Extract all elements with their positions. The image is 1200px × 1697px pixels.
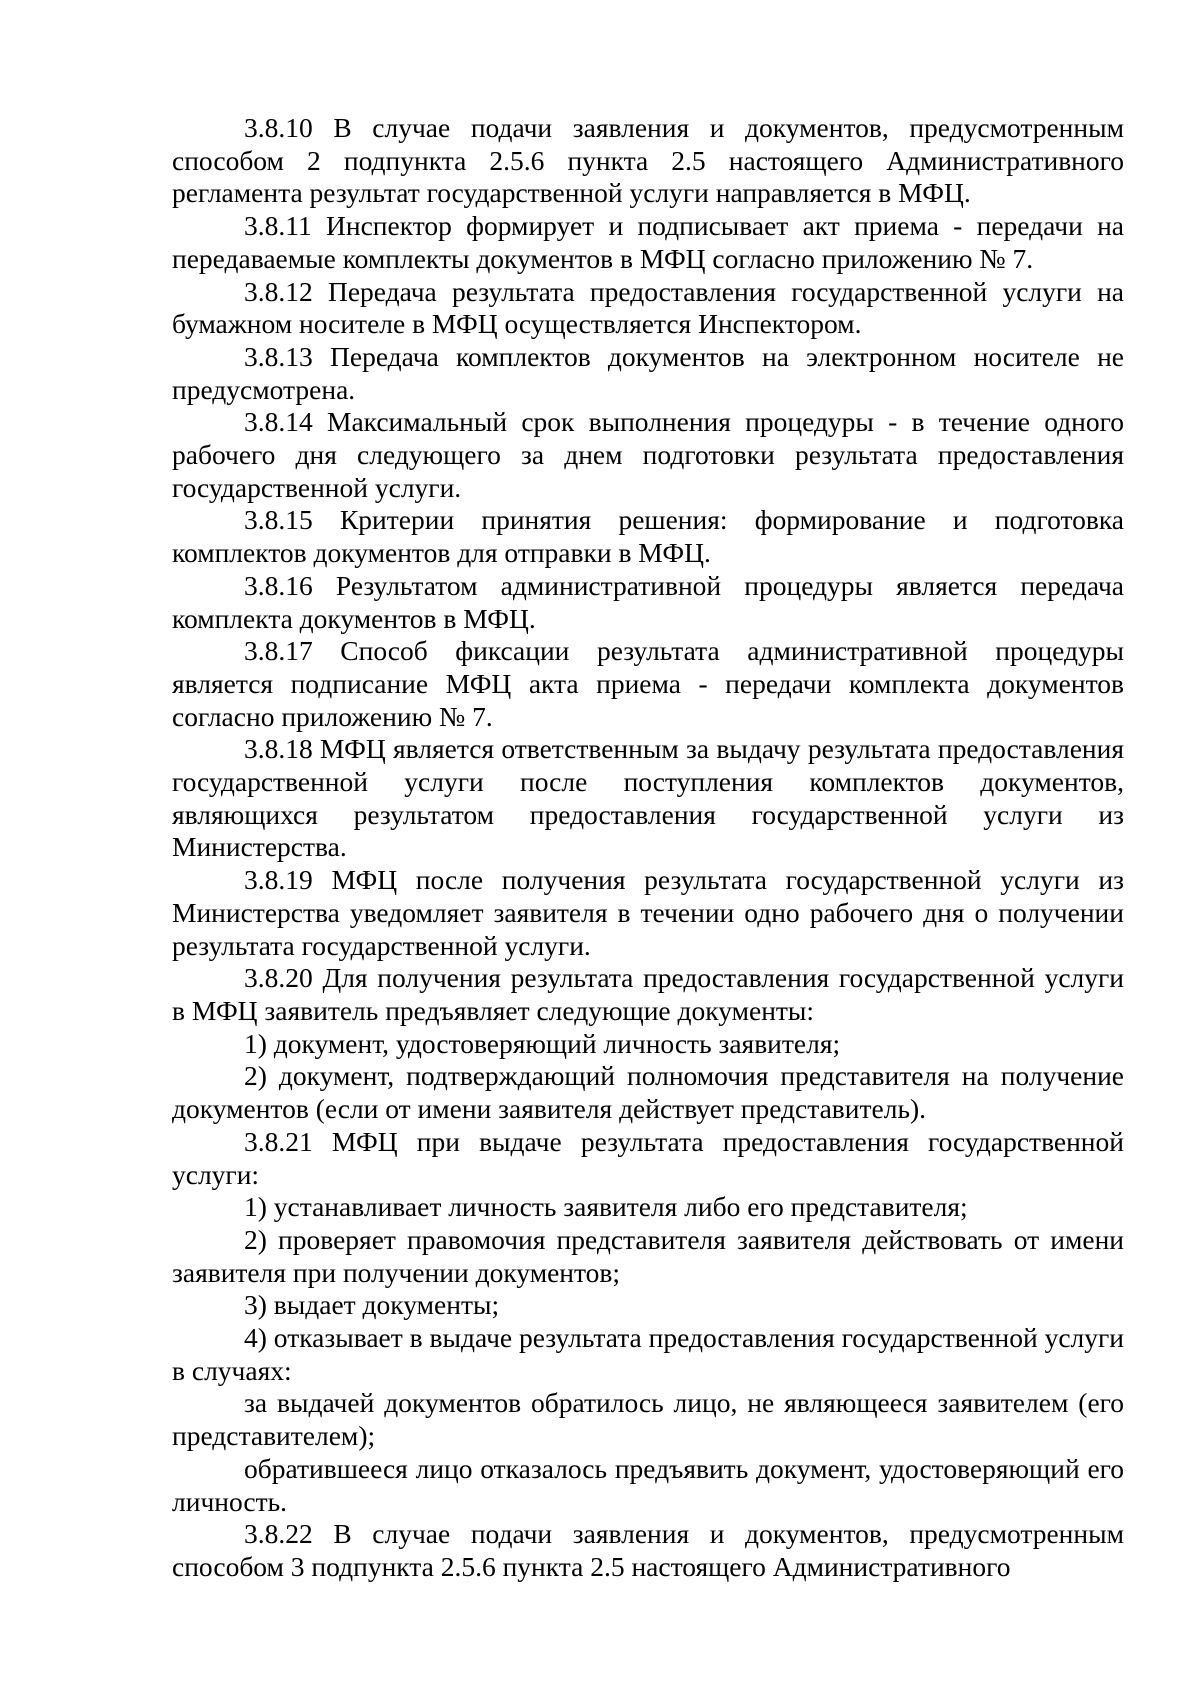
paragraph-3-8-10: 3.8.10 В случае подачи заявления и документов, предусмотренным способом 2 подпункта 2.5.6 пункта 2.5 настоящего Административного регламента результат государственной услуги направляется в МФЦ. <box>172 112 1124 209</box>
refusal-case-2: обратившееся лицо отказалось предъявить документ, удостоверяющий его личность. <box>172 1452 1124 1517</box>
list-item-3-8-21-3: 3) выдает документы; <box>244 1289 500 1321</box>
list-item-3-8-21-2: 2) проверяет правомочия представителя заявителя действовать от имени заявителя при получении документов; <box>172 1223 1124 1288</box>
refusal-case-1: за выдачей документов обратилось лицо, не являющееся заявителем (его представителем); <box>172 1387 1124 1452</box>
list-item-3-8-21-4: 4) отказывает в выдаче результата предоставления государственной услуги в случаях: <box>172 1322 1124 1386</box>
paragraph-3-8-11: 3.8.11 Инспектор формирует и подписывает акт приема - передачи на передаваемые комплекты документов в МФЦ согласно приложению № 7. <box>172 210 1124 274</box>
paragraph-3-8-20: 3.8.20 Для получения результата предоставления государственной услуги в МФЦ заявитель предъявляет следующие документы: <box>172 962 1124 1026</box>
list-item-3-8-20-2: 2) документ, подтверждающий полномочия представителя на получение документов (если от имени заявителя действует представитель). <box>172 1060 1124 1125</box>
paragraph-3-8-17: 3.8.17 Способ фиксации результата административной процедуры является подписание МФЦ акта приема - передачи комплекта документов согласно приложению № 7. <box>172 635 1124 732</box>
paragraph-3-8-12: 3.8.12 Передача результата предоставления государственной услуги на бумажном носителе в МФЦ осуществляется Инспектором. <box>172 275 1124 340</box>
paragraph-3-8-15: 3.8.15 Критерии принятия решения: формирование и подготовка комплектов документов для отправки в МФЦ. <box>172 504 1124 569</box>
paragraph-3-8-21: 3.8.21 МФЦ при выдаче результата предоставления государственной услуги: <box>172 1125 1124 1190</box>
paragraph-3-8-16: 3.8.16 Результатом административной процедуры является передача комплекта документов в МФЦ. <box>172 569 1124 634</box>
paragraph-3-8-13: 3.8.13 Передача комплектов документов на электронном носителе не предусмотрена. <box>172 340 1124 405</box>
list-item-3-8-20-1: 1) документ, удостоверяющий личность заявителя; <box>244 1027 841 1059</box>
list-item-3-8-21-1: 1) устанавливает личность заявителя либо его представителя; <box>244 1191 968 1223</box>
paragraph-3-8-19: 3.8.19 МФЦ после получения результата государственной услуги из Министерства уведомляет заявителя в течении одно рабочего дня о получении результата государственной услуги. <box>172 864 1124 961</box>
paragraph-3-8-14: 3.8.14 Максимальный срок выполнения процедуры - в течение одного рабочего дня следующего за днем подготовки результата предоставления государственной услуги. <box>172 406 1124 503</box>
document-page <box>172 112 1124 1584</box>
paragraph-3-8-18: 3.8.18 МФЦ является ответственным за выдачу результата предоставления государственной услуги после поступления комплектов документов, являющихся результатом предоставления государственной услуги из Министерства. <box>172 733 1124 863</box>
paragraph-3-8-22: 3.8.22 В случае подачи заявления и документов, предусмотренным способом 3 подпункта 2.5.6 пункта 2.5 настоящего Административного <box>172 1518 1124 1582</box>
